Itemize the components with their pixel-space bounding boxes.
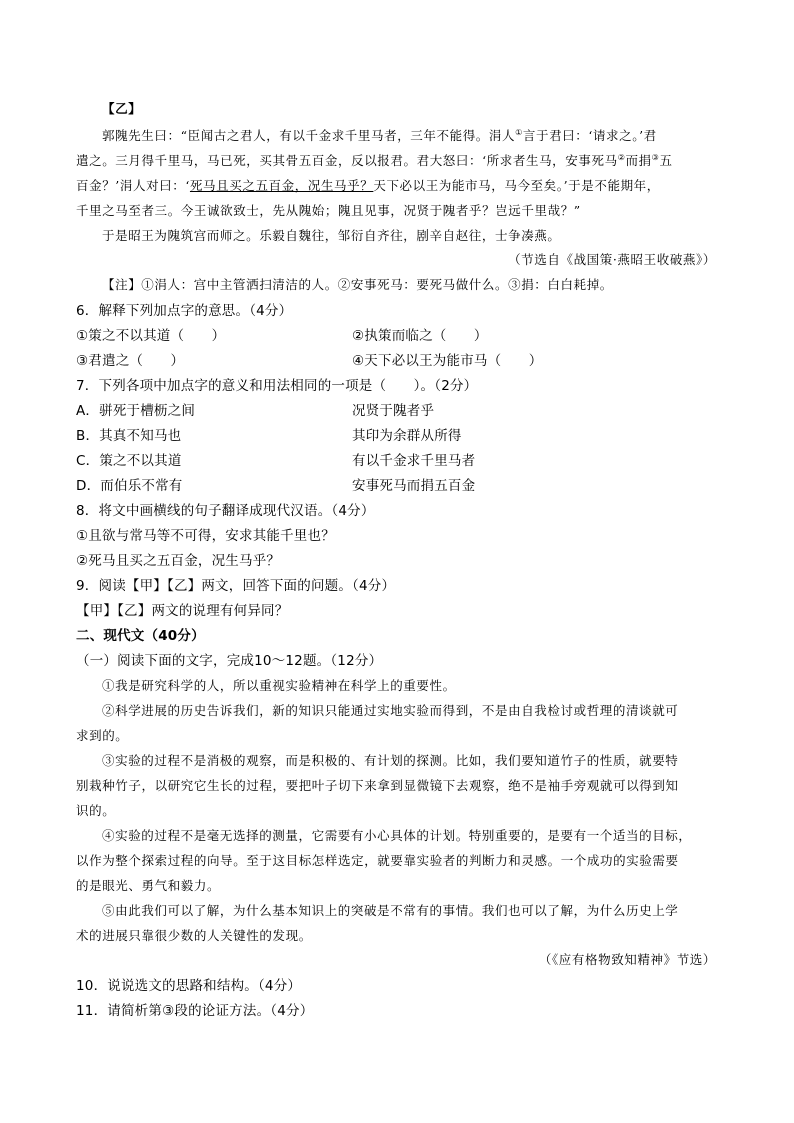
modern-text-paragraph-2-line-2: 求到的。 <box>76 728 129 743</box>
modern-text-paragraph-4-line-1: ④实验的过程不是毫无选择的测量，它需要有小心具体的计划。特别重要的，是要有一个适当的目标， <box>102 828 692 843</box>
footnote-marker: ① <box>515 127 523 137</box>
text-segment: 言于君曰：‘请求之。’君 <box>522 128 657 143</box>
modern-text-source: （《应有格物致知精神》节选） <box>538 952 716 967</box>
passage-yi-notes: 【注】①涓人：宫中主管洒扫清洁的人。②安事死马：要死马做什么。③捐：白白耗掉。 <box>102 277 613 292</box>
text-segment: 五 <box>659 153 673 168</box>
question-6-stem: 6．解释下列加点字的意思。（4分） <box>76 303 293 319</box>
question-8-item-2: ②死马且买之五百金，况生马乎？ <box>76 553 281 569</box>
passage-yi-line-2 <box>76 152 673 168</box>
question-6-item-4: ④天下必以王为能市马（ ） <box>352 353 543 369</box>
modern-text-paragraph-5-line-2: 术的进展只靠很少数的人关键性的发现。 <box>76 928 312 943</box>
question-7-option-b-right: 其印为余群从所得 <box>352 428 462 444</box>
text-segment: 遣之。三月得千里马，马已死，买其骨五百金，反以报君。君大怒曰：‘所求者生马，安事死马 <box>76 153 618 168</box>
question-7-option-d-right: 安事死马而捐五百金 <box>352 478 476 494</box>
question-8-item-1: ①且欲与常马等不可得，安求其能千里也？ <box>76 528 335 544</box>
question-6-item-2: ②执策而临之（ ） <box>352 328 488 344</box>
text-segment: 天下必以王为能市马，马今至矣。’于是不能期年， <box>373 178 660 193</box>
passage-yi-source: （节选自《战国策·燕昭王收破燕》） <box>508 252 716 267</box>
section-2-title: 二、现代文（40分） <box>76 628 205 644</box>
question-7-option-d-left: D．而伯乐不常有 <box>76 478 183 494</box>
passage-yi-paragraph-2: 于是昭王为隗筑宫而师之。乐毅自魏往，邹衍自齐往，剧辛自赵往，士争凑燕。 <box>102 228 561 243</box>
modern-text-paragraph-3-line-3: 识的。 <box>76 803 116 818</box>
footnote-marker: ② <box>617 152 626 162</box>
question-7-option-c-left: C．策之不以其道 <box>76 453 182 469</box>
text-segment: 而捐 <box>625 153 652 168</box>
question-7-option-a-right: 况贤于隗者乎 <box>352 403 435 419</box>
question-6-item-3: ③君遣之（ ） <box>76 353 185 369</box>
section-2-part-1-instruction: （一）阅读下面的文字，完成10～12题。（12分） <box>76 653 383 669</box>
question-9-subquestion: 【甲】【乙】两文的说理有何异同？ <box>76 603 289 619</box>
question-9-stem: 9．阅读【甲】【乙】两文，回答下面的问题。（4分） <box>76 578 396 594</box>
question-7-option-b-left: B．其真不知马也 <box>76 428 182 444</box>
passage-yi-line-3 <box>76 180 660 193</box>
modern-text-paragraph-3-line-2: 别栽种竹子，以研究它生长的过程，要把叶子切下来拿到显微镜下去观察，绝不是袖手旁观就可以得到知 <box>76 778 679 793</box>
underlined-sentence: 死马且买之五百金，况生马乎？ <box>189 178 374 193</box>
modern-text-paragraph-5-line-1: ⑤由此我们可以了解，为什么基本知识上的突破是不常有的事情。我们也可以了解，为什么历史上学 <box>102 903 679 918</box>
question-7-option-c-right: 有以千金求千里马者 <box>352 453 476 469</box>
passage-yi-line-4: 千里之马至者三。今王诚欲致士，先从隗始；隗且见事，况贤于隗者乎？岂远千里哉？” <box>76 203 581 218</box>
modern-text-paragraph-4-line-2: 以作为整个探索过程的向导。至于这目标怎样选定，就要靠实验者的判断力和灵感。一个成功的实验需要 <box>76 853 679 868</box>
modern-text-paragraph-4-line-3: 的是眼光、勇气和毅力。 <box>76 878 221 893</box>
question-7-option-a-left: A．骈死于槽枥之间 <box>76 403 196 419</box>
modern-text-paragraph-3-line-1: ③实验的过程不是消极的观察，而是积极的、有计划的探测。比如，我们要知道竹子的性质，就要特 <box>102 753 679 768</box>
question-8-stem: 8．将文中画横线的句子翻译成现代汉语。（4分） <box>76 503 375 519</box>
modern-text-paragraph-1: ①我是研究科学的人，所以重视实验精神在科学上的重要性。 <box>102 678 456 693</box>
passage-yi-line-1 <box>102 127 657 143</box>
text-segment: 百金？’涓人对曰：‘ <box>76 178 190 193</box>
question-10-stem: 10．说说选文的思路和结构。（4分） <box>76 978 302 994</box>
text-segment: 郭隗先生曰：“臣闻古之君人，有以千金求千里马者，三年不能得。涓人 <box>102 128 516 143</box>
question-6-item-1: ①策之不以其道（ ） <box>76 328 226 344</box>
passage-yi-label: 【乙】 <box>102 101 142 116</box>
question-7-stem: 7．下列各项中加点字的意义和用法相同的一项是（ ）。（2分） <box>76 378 478 394</box>
modern-text-paragraph-2-line-1: ②科学进展的历史告诉我们，新的知识只能通过实地实验而得到，不是由自我检讨或哲理的清谈就可 <box>102 703 679 718</box>
footnote-marker: ③ <box>651 152 660 162</box>
question-11-stem: 11．请简析第③段的论证方法。（4分） <box>76 1003 314 1019</box>
